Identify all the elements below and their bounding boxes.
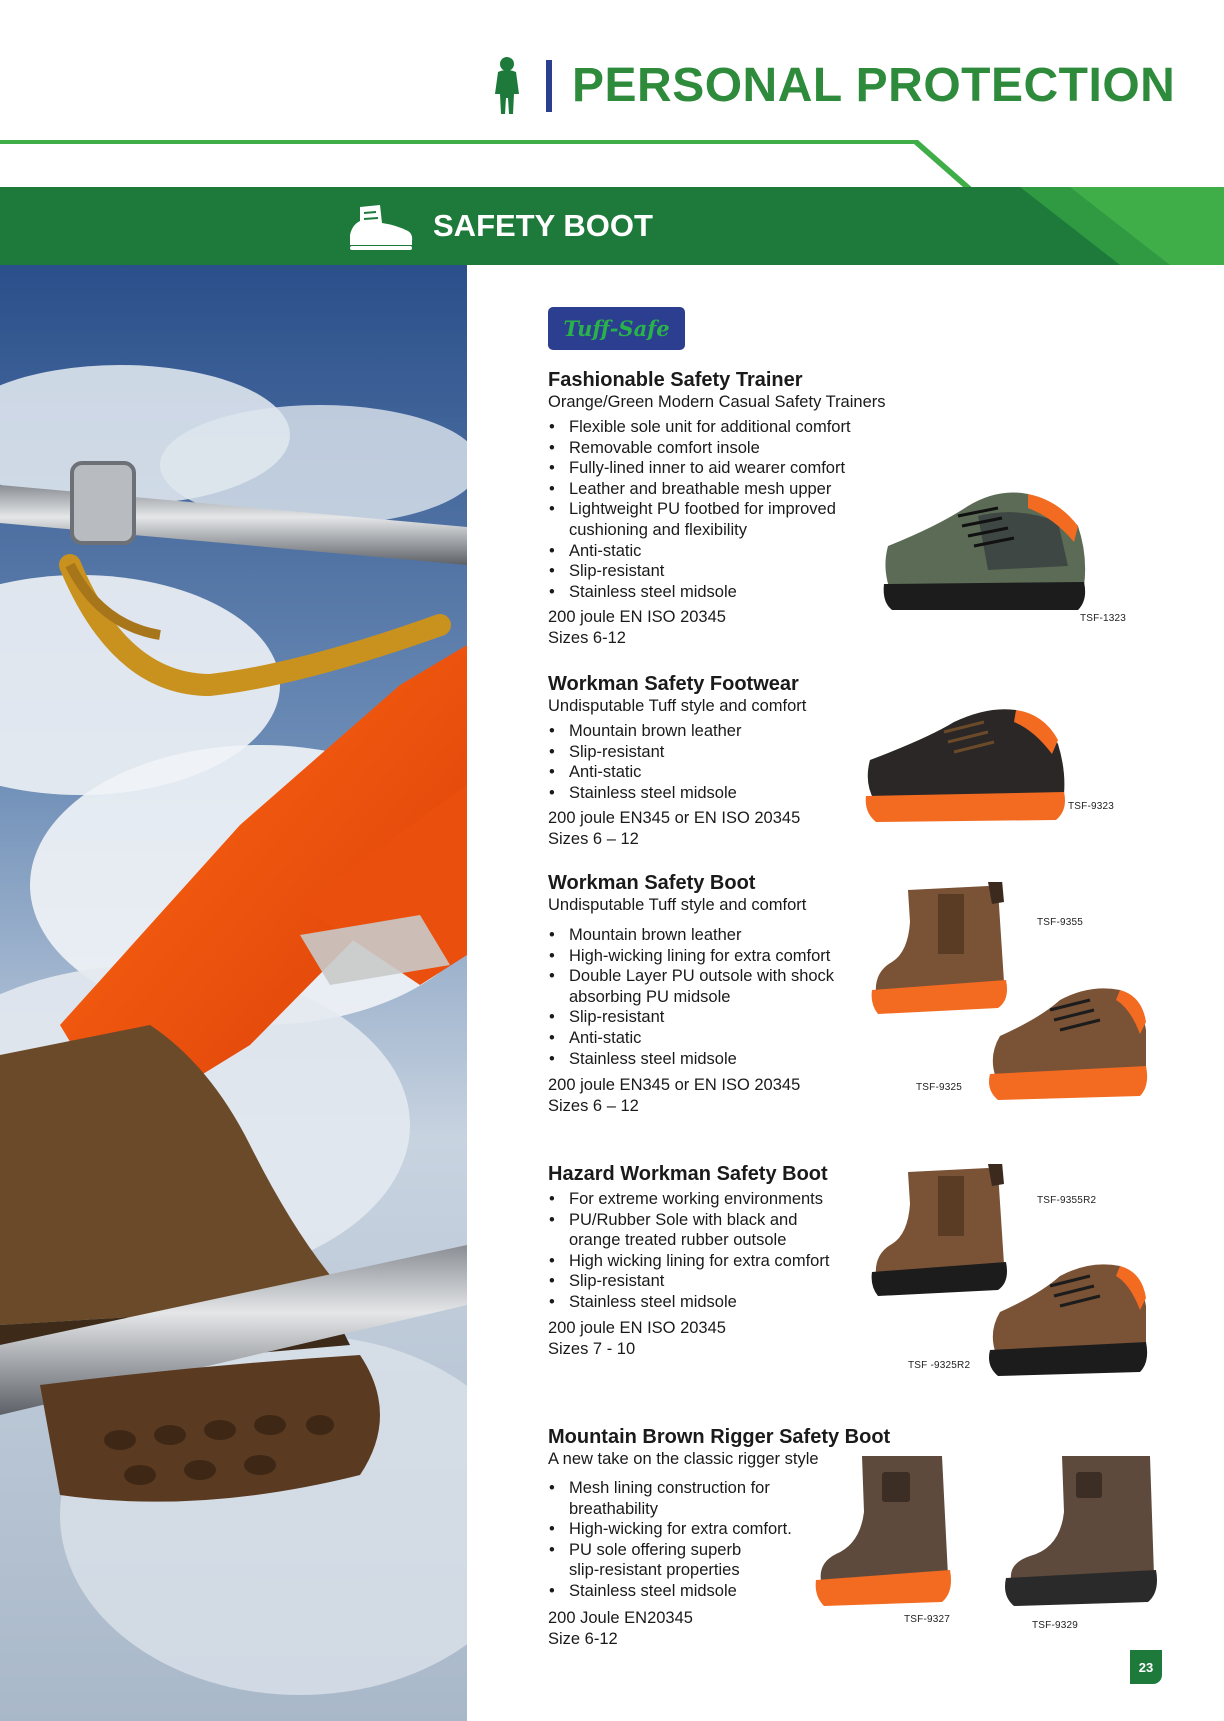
feature-item: • Slip-resistant	[569, 561, 908, 582]
feature-item: • High wicking lining for extra comfort	[569, 1251, 908, 1272]
feature-item: • Double Layer PU outsole with shock absorbing PU midsole	[569, 966, 869, 1007]
section-title: SAFETY BOOT	[433, 208, 653, 243]
rigger-boot-side-image	[1000, 1452, 1162, 1612]
product-code: TSF-9323	[1068, 801, 1115, 812]
safety-boot-icon	[346, 203, 414, 251]
black-safety-shoe-image	[858, 704, 1070, 826]
product-code: TSF-9355R2	[1037, 1195, 1097, 1206]
brown-lace-up-boot-black-sole-image	[980, 1262, 1150, 1382]
product-name: Workman Safety Footwear	[548, 673, 799, 695]
product-sizes: Sizes 6 – 12	[548, 1097, 639, 1116]
product-sizes: Sizes 6 – 12	[548, 830, 639, 849]
product-name: Hazard Workman Safety Boot	[548, 1163, 828, 1185]
product-subtitle: Undisputable Tuff style and comfort	[548, 697, 807, 715]
feature-list	[548, 1478, 819, 1602]
feature-item: • PU/Rubber Sole with black and orange treated rubber outsole	[569, 1210, 849, 1251]
product-fashionable-safety-trainer	[548, 369, 908, 649]
feature-item: • Stainless steel midsole	[569, 582, 908, 603]
feature-item: • Anti-static	[569, 541, 908, 562]
product-name: Fashionable Safety Trainer	[548, 369, 803, 391]
protective-suit-icon	[492, 56, 522, 116]
tuff-safe-logo: Tuff-Safe	[548, 307, 685, 350]
feature-item: • For extreme working environments	[569, 1189, 908, 1210]
product-standard: 200 joule EN345 or EN ISO 20345	[548, 1076, 801, 1095]
feature-item: • Stainless steel midsole	[569, 783, 908, 804]
product-workman-safety-boot	[548, 872, 908, 1117]
feature-item: • Slip-resistant	[569, 1007, 908, 1028]
product-workman-safety-footwear	[548, 673, 908, 850]
green-safety-trainer-image	[878, 486, 1090, 622]
feature-list	[548, 1189, 908, 1313]
product-name: Workman Safety Boot	[548, 872, 756, 894]
brown-lace-up-boot-image	[980, 986, 1150, 1106]
page-number: 23	[1130, 1650, 1162, 1684]
header-divider	[546, 60, 552, 112]
worker-climbing-scaffold-photo	[0, 265, 467, 1721]
product-code: TSF-1323	[1080, 613, 1127, 624]
feature-item: • High-wicking lining for extra comfort	[569, 946, 908, 967]
product-name: Mountain Brown Rigger Safety Boot	[548, 1426, 891, 1448]
product-subtitle: A new take on the classic rigger style	[548, 1450, 819, 1468]
feature-item: • Anti-static	[569, 1028, 908, 1049]
product-sizes: Size 6-12	[548, 1629, 618, 1648]
feature-item: • Anti-static	[569, 762, 908, 783]
feature-item: • Stainless steel midsole	[569, 1581, 819, 1602]
header-stripes	[0, 130, 1224, 270]
product-hazard-workman-safety-boot	[548, 1163, 908, 1360]
product-standard: 200 Joule EN20345	[548, 1608, 693, 1627]
page-title: PERSONAL PROTECTION	[572, 59, 1176, 112]
product-sizes: Sizes 6-12	[548, 629, 626, 648]
product-standard: 200 joule EN ISO 20345	[548, 608, 726, 627]
product-standard: 200 joule EN ISO 20345	[548, 1318, 726, 1337]
product-code: TSF-9327	[904, 1614, 951, 1625]
feature-item: • Stainless steel midsole	[569, 1049, 908, 1070]
feature-item: • Fully-lined inner to aid wearer comfort	[569, 458, 908, 479]
feature-item: • Leather and breathable mesh upper	[569, 479, 908, 500]
feature-list	[548, 925, 908, 1069]
feature-list	[548, 721, 908, 803]
feature-item: • High-wicking for extra comfort.	[569, 1519, 819, 1540]
feature-item: • Mesh lining construction for breathability	[569, 1478, 789, 1519]
product-code: TSF-9329	[1032, 1620, 1079, 1631]
feature-item: • Mountain brown leather	[569, 721, 908, 742]
product-code: TSF -9325R2	[908, 1360, 971, 1371]
product-code: TSF-9325	[916, 1082, 963, 1093]
feature-item: • Lightweight PU footbed for improved cushioning and flexibility	[569, 499, 869, 540]
product-sizes: Sizes 7 - 10	[548, 1339, 636, 1358]
product-standard: 200 joule EN345 or EN ISO 20345	[548, 809, 801, 828]
feature-list	[548, 417, 908, 602]
feature-item: • Removable comfort insole	[569, 438, 908, 459]
product-code: TSF-9355	[1037, 917, 1084, 928]
rigger-boot-front-image	[812, 1452, 962, 1612]
product-subtitle: Orange/Green Modern Casual Safety Trainers	[548, 393, 886, 411]
feature-item: • Slip-resistant	[569, 742, 908, 763]
feature-item: • Mountain brown leather	[569, 925, 908, 946]
feature-item: • Stainless steel midsole	[569, 1292, 908, 1313]
feature-item: • PU sole offering superb slip-resistant properties	[569, 1540, 769, 1581]
feature-item: • Slip-resistant	[569, 1271, 908, 1292]
feature-item: • Flexible sole unit for additional comfort	[569, 417, 908, 438]
product-subtitle: Undisputable Tuff style and comfort	[548, 896, 807, 914]
